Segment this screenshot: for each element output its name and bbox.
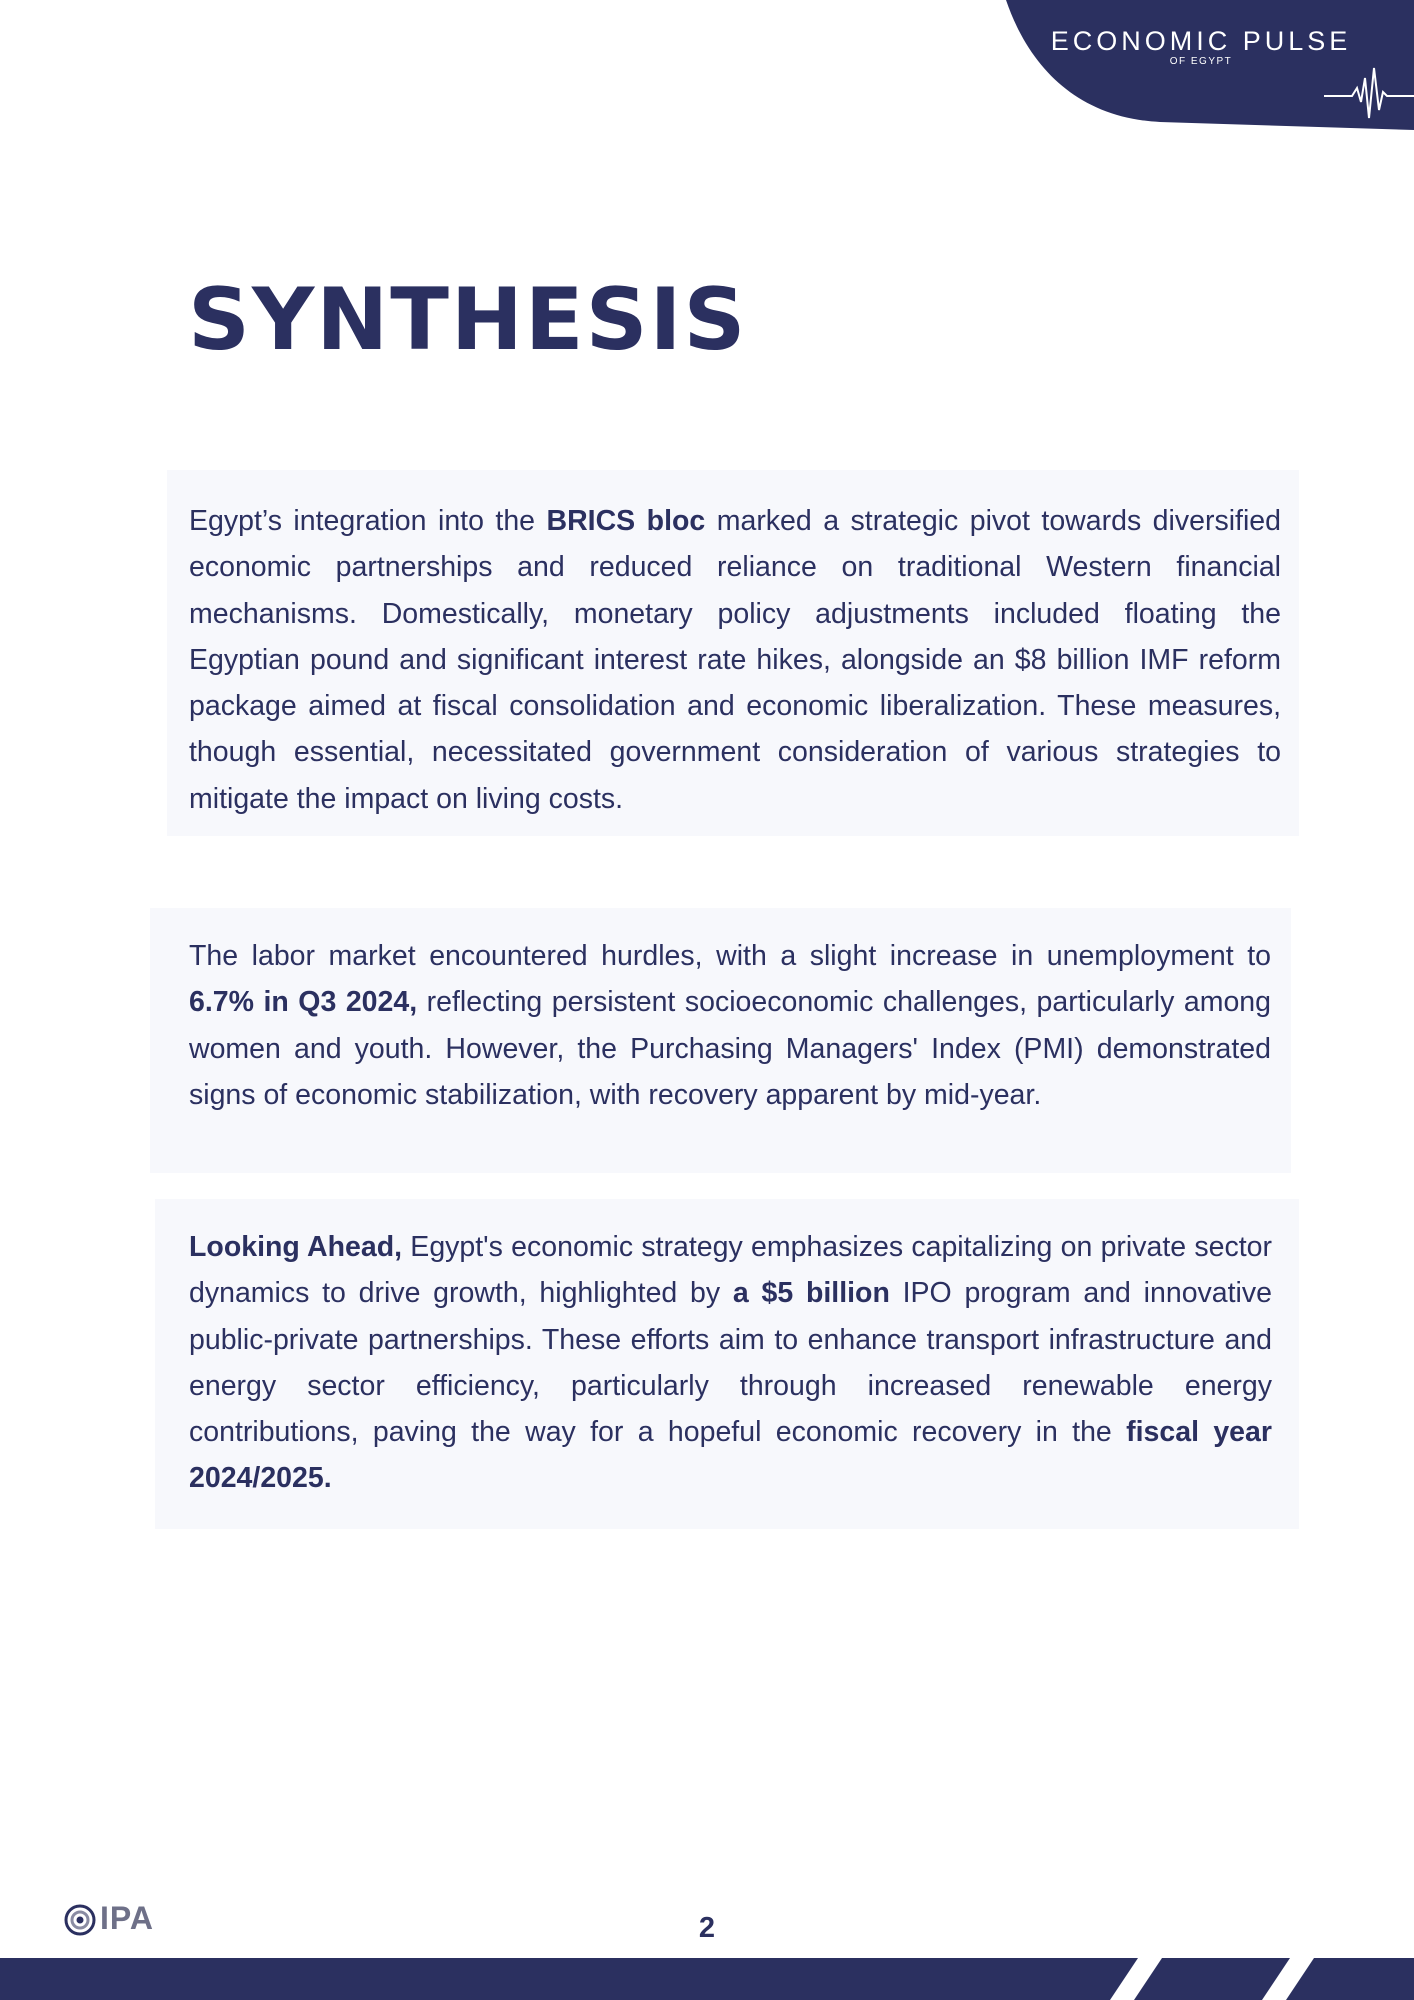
body-text: Egypt’s integration into the [189,505,547,537]
brand-subtitle: OF EGYPT [1169,56,1233,67]
synthesis-card-brics [167,470,1299,836]
emphasis-text: 6.7% in Q3 2024, [189,986,418,1019]
footer-bar [0,1958,1414,2000]
emphasis-text: a $5 billion [732,1277,890,1310]
body-text: IPO program and innovative public-private partnerships. These efforts aim to enhance transport infrastructure and energy sector efficiency, particularly through increased renewable energy contributions, paving the way for a hopeful economic recovery in the [189,1277,1272,1449]
page-title: SYNTHESIS [188,270,748,370]
body-text: reflecting persistent socioeconomic challenges, particularly among women and youth. However, the Purchasing Managers' Index (PMI) demonstrated signs of economic stabilization, with recovery apparent by mid-year. [189,986,1271,1111]
emphasis-text: Looking Ahead, [189,1231,403,1263]
paragraph-brics [189,498,1281,822]
heartbeat-pulse-icon [1324,58,1414,128]
body-text: The labor market encountered hurdles, with a slight increase in unemployment to [189,940,1271,972]
body-text: Egypt's economic strategy emphasizes capitalizing on private sector dynamics to drive growth, highlighted by [189,1231,1272,1310]
synthesis-card-labor [150,908,1291,1173]
page-number: 2 [698,1912,716,1944]
emphasis-text: BRICS bloc [546,505,706,537]
body-text: marked a strategic pivot towards diversified economic partnerships and reduced reliance on traditional Western financial mechanisms. Domestically, monetary policy adjustments included floating the Egyptian pound and significant interest rate hikes, alongside an $8 billion IMF reform package aimed at fiscal consolidation and economic liberalization. These measures, though essential, necessitated government consideration of various strategies to mitigate the impact on living costs. [189,505,1281,815]
paragraph-labor-market [189,933,1271,1118]
brand-title: ECONOMIC PULSE [1050,26,1352,56]
synthesis-card-outlook [155,1199,1299,1529]
ipa-logo-text: IPA [100,1900,154,1936]
paragraph-looking-ahead [189,1224,1272,1502]
header-banner [0,0,1414,135]
emphasis-text: fiscal year 2024/2025. [189,1416,1272,1495]
